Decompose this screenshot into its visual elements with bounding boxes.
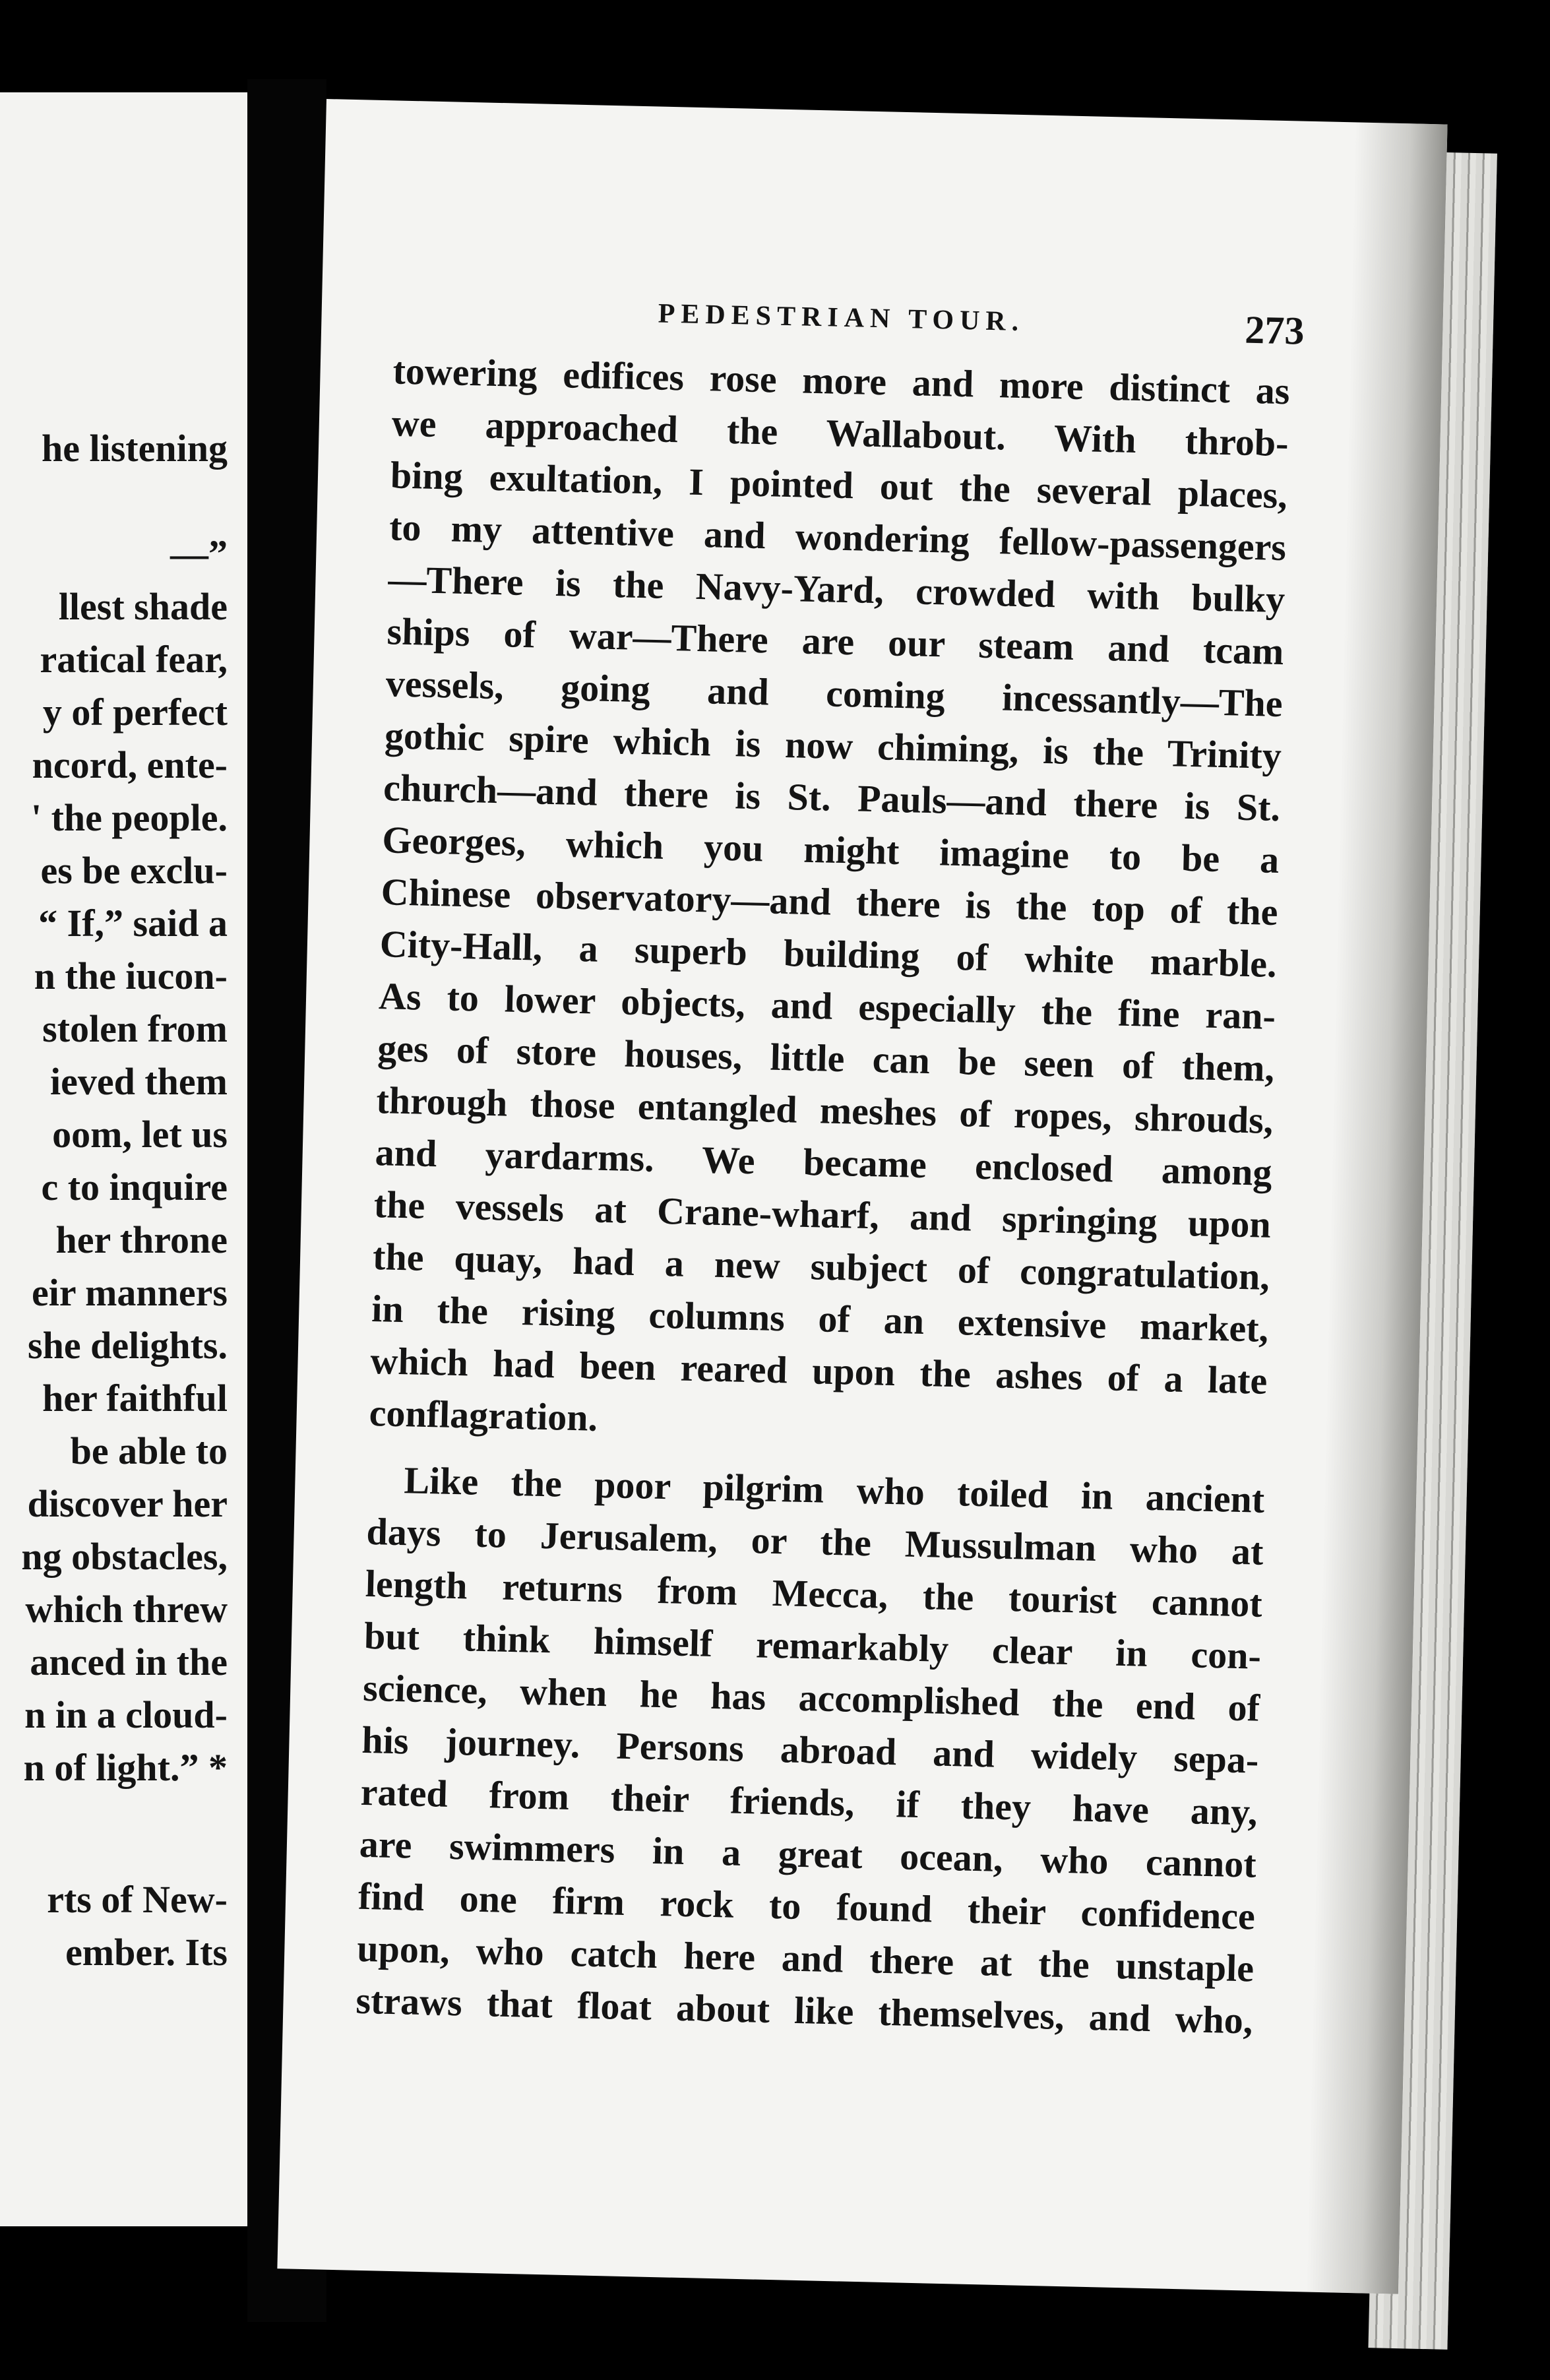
left-line: n of light.” * — [23, 1746, 228, 1789]
text-line: towering edifices rose more and more distinct as — [392, 349, 1291, 413]
text-line: the quay, had a new subject of congratulation, — [372, 1235, 1270, 1298]
text-line: gothic spire which is now chiming, is the Trinity — [384, 714, 1282, 778]
right-page — [277, 99, 1447, 2294]
left-line: ' the people. — [30, 796, 228, 839]
text-line: to my attentive and wondering fellow-passengers — [388, 505, 1287, 569]
paragraph — [369, 344, 1290, 1458]
text-line: find one firm rock to found their confidence — [357, 1874, 1256, 1938]
text-line: rated from their friends, if they have any, — [360, 1770, 1258, 1834]
text-line: science, when he has accomplished the end of — [362, 1666, 1260, 1730]
left-page — [0, 92, 247, 2226]
text-line: and yardarms. We became enclosed among — [375, 1131, 1273, 1194]
left-line: ratical fear, — [40, 638, 228, 681]
left-line: es be exclu- — [40, 849, 228, 892]
left-line: —” — [170, 532, 228, 575]
text-line: conflagration. — [369, 1391, 598, 1439]
text-line: length returns from Mecca, the tourist cannot — [365, 1561, 1263, 1625]
left-line: c to inquire — [41, 1166, 228, 1208]
left-line: ember. Its — [65, 1931, 228, 1974]
left-line: anced in the — [30, 1641, 228, 1683]
text-line: Chinese observatory—and there is the top of the — [381, 870, 1279, 934]
left-line: oom, let us — [52, 1113, 228, 1156]
text-line: his journey. Persons abroad and widely sepa- — [361, 1718, 1259, 1782]
left-line: discover her — [27, 1482, 228, 1525]
text-line: ships of war—There are our steam and tcam — [386, 610, 1285, 673]
left-line: n in a cloud- — [24, 1693, 228, 1736]
text-line: days to Jerusalem, or the Mussulman who at — [366, 1509, 1264, 1573]
text-line: bing exultation, I pointed out the several places, — [390, 453, 1288, 517]
left-line: y of perfect — [42, 691, 228, 734]
text-line: are swimmers in a great ocean, who cannot — [359, 1822, 1257, 1886]
left-line: stolen from — [42, 1007, 228, 1050]
text-line: we approached the Wallabout. With throb- — [391, 401, 1289, 465]
text-line: in the rising columns of an extensive market, — [371, 1287, 1269, 1350]
left-line: ieved them — [50, 1060, 228, 1103]
text-line: As to lower objects, and especially the fine ran- — [378, 974, 1276, 1038]
text-line: vessels, going and coming incessantly—The — [385, 662, 1284, 726]
left-line: ng obstacles, — [21, 1535, 228, 1578]
text-line: the vessels at Crane-wharf, and springing upon — [373, 1183, 1272, 1246]
left-line: n the iucon- — [34, 955, 228, 997]
text-line: upon, who catch here and there at the unstaple — [356, 1926, 1255, 1990]
left-line: llest shade — [58, 585, 228, 628]
text-line: which had been reared upon the ashes of a late — [369, 1339, 1268, 1402]
page-number: 273 — [1244, 307, 1305, 353]
left-line: which threw — [25, 1588, 228, 1631]
text-line: —There is the Navy-Yard, crowded with bulky — [387, 557, 1286, 621]
body-text — [356, 344, 1291, 2046]
text-line: ges of store houses, little can be seen of them, — [377, 1026, 1275, 1090]
left-page-text — [0, 422, 228, 1979]
left-line: eir manners — [32, 1271, 228, 1314]
text-line: through those entangled meshes of ropes, shrouds, — [375, 1079, 1274, 1142]
text-line: but think himself remarkably clear in con- — [363, 1613, 1262, 1677]
left-line: ncord, ente- — [32, 743, 228, 786]
left-line — [0, 1794, 228, 1873]
left-line: rts of New- — [47, 1878, 228, 1921]
left-line: be able to — [70, 1429, 228, 1472]
left-line: her faithful — [42, 1377, 228, 1420]
text-line: church—and there is St. Pauls—and there is St. — [383, 766, 1281, 830]
text-line: Like the poor pilgrim who toiled in ancient — [403, 1458, 1265, 1521]
paragraph — [356, 1453, 1265, 2047]
text-line: straws that float about like themselves, and who, — [355, 1978, 1254, 2042]
text-line: City-Hall, a superb building of white marble. — [379, 922, 1278, 986]
running-title: PEDESTRIAN TOUR. — [658, 298, 1025, 338]
left-line: he listening — [42, 427, 228, 470]
left-line: her throne — [55, 1218, 228, 1261]
text-line: Georges, which you might imagine to be a — [381, 818, 1280, 882]
left-line: “ If,” said a — [38, 902, 228, 945]
left-line: she delights. — [28, 1324, 228, 1367]
left-line — [0, 475, 228, 528]
